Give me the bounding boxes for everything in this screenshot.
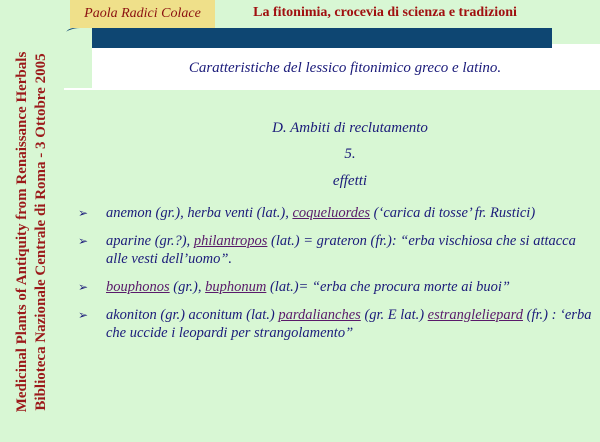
bullet-text: (gr. E lat.) xyxy=(360,307,428,323)
section-heading: effetti xyxy=(332,173,368,189)
list-item xyxy=(68,204,593,222)
banner-corner-decoration xyxy=(52,28,92,88)
header-bar xyxy=(64,28,552,48)
sidebar-line-2: Biblioteca Nazionale Centrale di Roma - 3 Ottobre 2005 xyxy=(33,53,49,411)
underlined-term: philantropos xyxy=(193,233,268,249)
underlined-term: bouphonos xyxy=(106,279,170,295)
underlined-term: buphonum xyxy=(205,279,267,295)
presentation-title: La fitonimia, crocevia di scienza e tradizioni xyxy=(253,5,517,20)
bullet-text: akoniton (gr.) aconitum (lat.) xyxy=(106,307,279,323)
bullet-text: (lat.)= “erba che procura morte ai buoi” xyxy=(266,279,510,295)
underlined-term: estrangleliepard xyxy=(427,307,523,323)
arrow-bullet-icon: ➢ xyxy=(78,280,89,294)
underlined-term: coqueluordes xyxy=(292,205,371,221)
section-number: 5. xyxy=(344,146,356,162)
list-item xyxy=(68,232,593,268)
bullet-text: (gr.), xyxy=(169,279,206,295)
bullet-text: anemon (gr.), herba venti (lat.), xyxy=(106,205,293,221)
arrow-bullet-icon: ➢ xyxy=(78,234,89,248)
slide-subtitle: Caratteristiche del lessico fitonimico greco e latino. xyxy=(188,60,502,76)
section-title: D. Ambiti di reclutamento xyxy=(272,120,428,136)
arrow-bullet-icon: ➢ xyxy=(78,206,89,220)
sidebar-caption xyxy=(13,22,51,442)
bullet-list xyxy=(68,204,593,352)
author-label: Paola Radici Colace xyxy=(70,0,215,28)
sidebar-line-1: Medicinal Plants of Antiquity from Renaissance Herbals xyxy=(14,51,30,413)
underlined-term: pardalianches xyxy=(278,307,361,323)
list-item xyxy=(68,306,593,342)
arrow-bullet-icon: ➢ xyxy=(78,308,89,322)
bullet-text: (‘carica di tosse’ fr. Rustici) xyxy=(370,205,536,221)
bullet-text: (fr.) : ‘erba che uccide i leopardi per strangolamento” xyxy=(106,307,592,341)
bullet-text: (lat.) = grateron (fr.): “erba vischiosa che si attacca alle vesti dell’uomo”. xyxy=(106,233,576,267)
bullet-text: aparine (gr.?), xyxy=(106,233,194,249)
list-item xyxy=(68,278,593,296)
